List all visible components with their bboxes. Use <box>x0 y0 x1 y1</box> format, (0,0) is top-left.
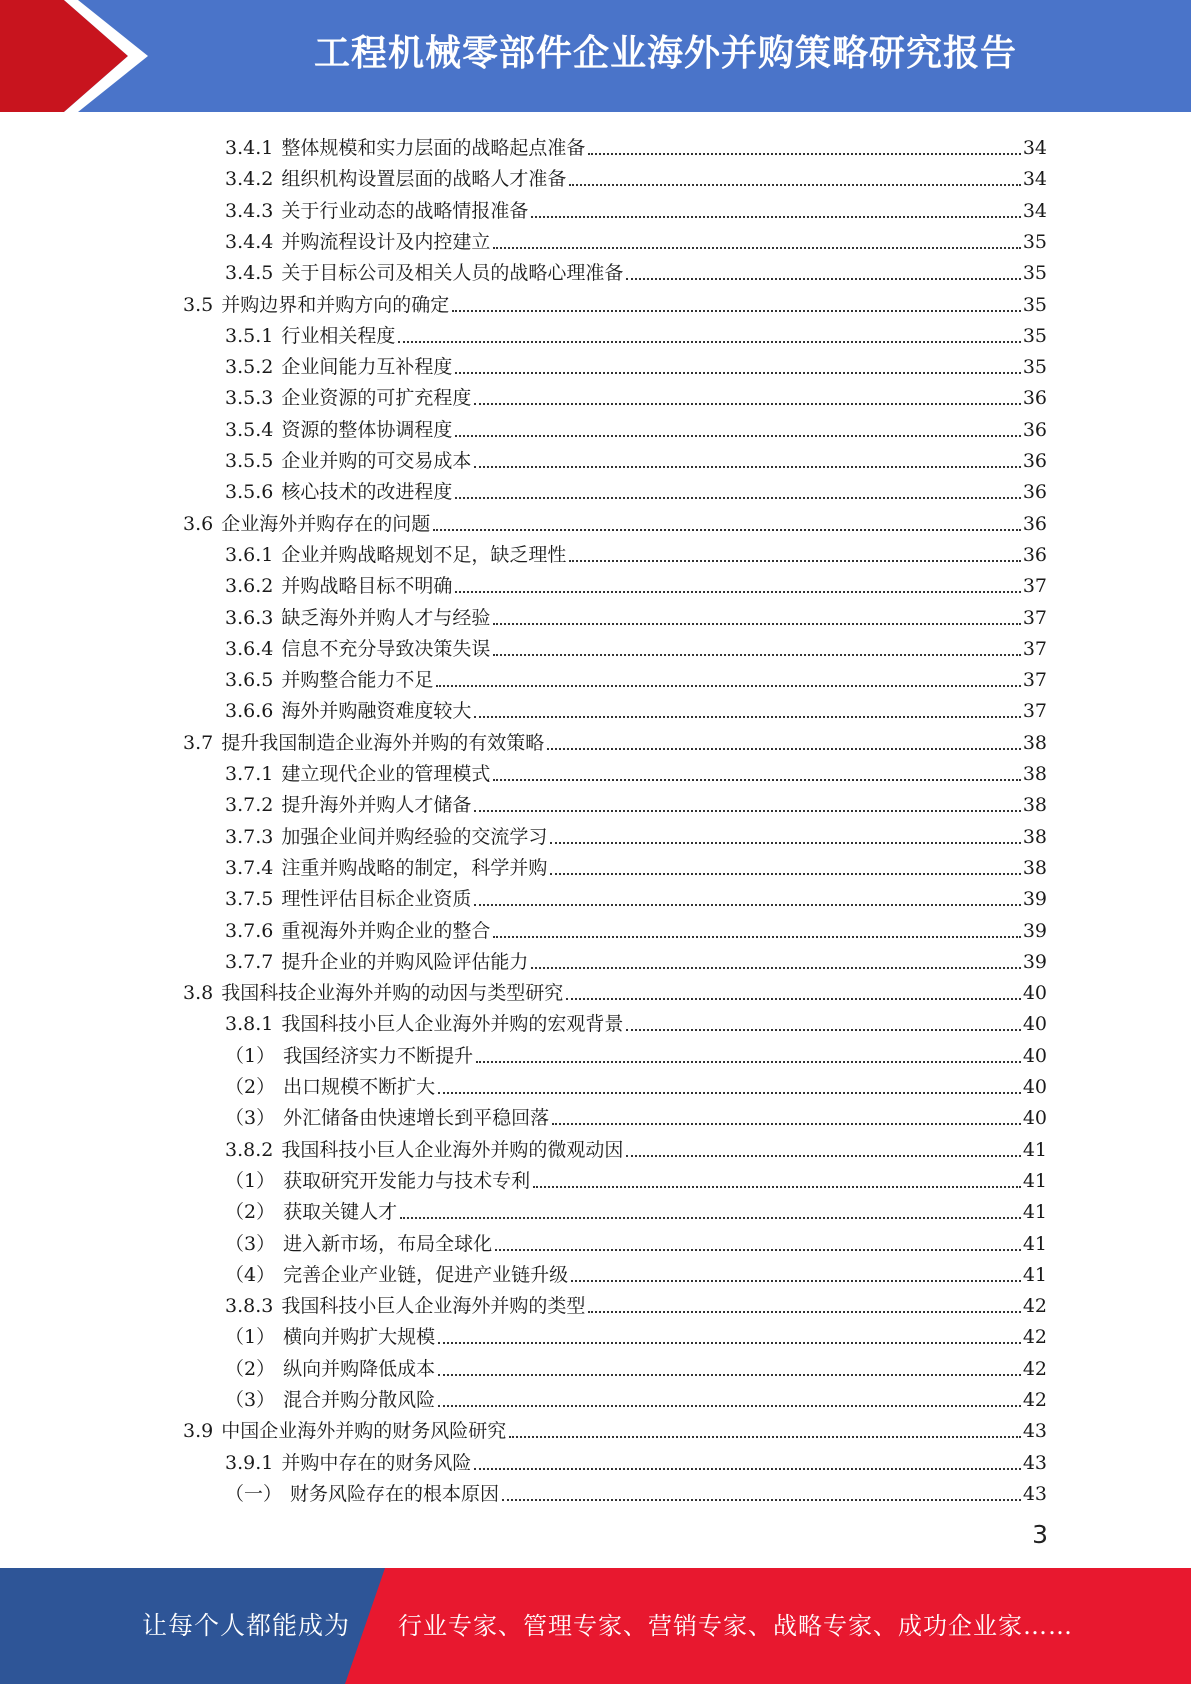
header-banner <box>0 0 1191 112</box>
toc-entry-title: 重视海外并购企业的整合 <box>281 919 491 942</box>
toc-entry-title: 企业间能力互补程度 <box>281 356 453 379</box>
toc-entry-title: 缺乏海外并购人才与经验 <box>281 606 491 629</box>
toc-entry-title: 获取关键人才 <box>283 1201 398 1224</box>
toc-entry-number: 3.5.2 <box>225 356 274 379</box>
toc-entry-title: 企业并购战略规划不足，缺乏理性 <box>281 543 567 566</box>
toc-entry-page: 35 <box>1022 262 1047 285</box>
toc-entry-title: 并购边界和并购方向的确定 <box>221 293 450 316</box>
toc-entry-title: 加强企业间并购经验的交流学习 <box>281 825 548 848</box>
toc-entry-page: 41 <box>1022 1232 1047 1255</box>
toc-entry-number: 3.7.7 <box>225 950 274 973</box>
toc-entry-title: 行业相关程度 <box>281 324 396 347</box>
toc-entry[interactable] <box>225 1225 1047 1256</box>
toc-entry-number: （2） <box>225 1357 276 1380</box>
toc-entry[interactable] <box>183 286 1047 317</box>
toc-entry-number: 3.6.3 <box>225 606 274 629</box>
toc-dot-leader <box>550 842 1020 844</box>
toc-entry[interactable] <box>225 1287 1047 1318</box>
toc-entry-number: （2） <box>225 1076 276 1098</box>
toc-dot-leader <box>436 685 1020 687</box>
toc-entry-page: 41 <box>1022 1169 1047 1192</box>
toc-entry-page: 43 <box>1022 1451 1047 1474</box>
toc-entry-page: 35 <box>1022 324 1047 347</box>
toc-dot-leader <box>474 403 1020 405</box>
toc-entry[interactable] <box>225 129 1047 160</box>
toc-entry[interactable] <box>225 786 1047 817</box>
toc-dot-leader <box>474 716 1020 718</box>
toc-dot-leader <box>626 1029 1020 1031</box>
toc-entry[interactable] <box>225 755 1047 786</box>
toc-entry-number: 3.5.4 <box>225 418 274 441</box>
toc-entry-title: 关于行业动态的战略情报准备 <box>281 199 529 222</box>
toc-entry-page: 37 <box>1022 637 1047 660</box>
toc-dot-leader <box>588 153 1020 155</box>
toc-entry-page: 43 <box>1022 1420 1047 1443</box>
toc-dot-leader <box>474 810 1020 812</box>
toc-entry-page: 40 <box>1022 1013 1047 1036</box>
toc-entry[interactable] <box>225 849 1047 880</box>
toc-entry[interactable] <box>225 254 1047 285</box>
toc-entry-title: 提升企业的并购风险评估能力 <box>281 950 529 973</box>
toc-entry[interactable] <box>225 192 1047 223</box>
toc-dot-leader <box>398 341 1020 343</box>
toc-entry-title: 并购流程设计及内控建立 <box>281 230 491 253</box>
footer-expert-list: 行业专家、管理专家、营销专家、战略专家、成功企业家…… <box>398 1612 1073 1640</box>
toc-entry[interactable] <box>225 567 1047 598</box>
footer-slogan: 让每个人都能成为 <box>142 1611 351 1640</box>
toc-entry-page: 37 <box>1022 575 1047 598</box>
toc-entry-number: （1） <box>225 1326 276 1349</box>
toc-entry[interactable] <box>225 1318 1047 1349</box>
toc-entry-title: 我国科技小巨人企业海外并购的宏观背景 <box>281 1013 624 1036</box>
toc-entry[interactable] <box>225 473 1047 504</box>
toc-entry-number: 3.5.3 <box>225 387 274 410</box>
toc-entry-page: 39 <box>1022 919 1047 942</box>
toc-entry-page: 37 <box>1022 669 1047 692</box>
toc-entry-page: 41 <box>1022 1201 1047 1224</box>
toc-entry-title: 财务风险存在的根本原因 <box>290 1482 500 1505</box>
toc-entry-number: 3.5.5 <box>225 450 274 472</box>
toc-entry-page: 38 <box>1022 825 1047 848</box>
toc-dot-leader <box>626 1155 1020 1157</box>
toc-dot-leader <box>400 1217 1021 1219</box>
toc-entry[interactable] <box>225 1099 1047 1130</box>
toc-entry-page: 36 <box>1022 387 1047 410</box>
toc-entry-title: 并购战略目标不明确 <box>281 575 453 598</box>
toc-entry[interactable] <box>225 379 1047 410</box>
toc-entry-page: 37 <box>1022 606 1047 629</box>
toc-entry-number: 3.8.1 <box>225 1013 274 1036</box>
toc-entry-number: 3.6.6 <box>225 700 274 723</box>
toc-dot-leader <box>495 1249 1021 1251</box>
toc-entry-title: 提升海外并购人才储备 <box>281 794 472 817</box>
toc-entry-title: 混合并购分散风险 <box>283 1389 436 1411</box>
toc-dot-leader <box>531 216 1020 218</box>
toc-entry-number: 3.4.3 <box>225 199 274 222</box>
toc-entry-number: 3.4.2 <box>225 168 274 191</box>
toc-entry-page: 41 <box>1022 1263 1047 1286</box>
toc-dot-leader <box>438 1092 1021 1094</box>
toc-entry-number: 3.7.6 <box>225 919 274 942</box>
toc-entry-number: 3.6.4 <box>225 637 274 660</box>
toc-entry-title: 完善企业产业链，促进产业链升级 <box>283 1263 569 1286</box>
toc-entry-title: 我国科技小巨人企业海外并购的微观动因 <box>281 1138 624 1161</box>
toc-entry-page: 42 <box>1022 1389 1047 1411</box>
toc-entry-page: 34 <box>1022 168 1047 191</box>
toc-entry-number: 3.8 <box>183 982 214 1005</box>
toc-dot-leader <box>474 904 1020 906</box>
toc-entry-title: 外汇储备由快速增长到平稳回落 <box>283 1107 550 1130</box>
toc-dot-leader <box>455 435 1020 437</box>
toc-entry[interactable] <box>225 1350 1047 1381</box>
toc-dot-leader <box>438 1374 1021 1376</box>
toc-dot-leader <box>502 1499 1021 1501</box>
toc-entry-page: 34 <box>1022 137 1047 159</box>
toc-entry-page: 37 <box>1022 700 1047 723</box>
toc-entry-page: 42 <box>1022 1326 1047 1349</box>
toc-entry[interactable] <box>225 818 1047 849</box>
toc-entry-page: 36 <box>1022 418 1047 441</box>
toc-entry[interactable] <box>225 223 1047 254</box>
toc-entry-title: 注重并购战略的制定，科学并购 <box>281 856 548 879</box>
toc-dot-leader <box>626 278 1020 280</box>
toc-entry-title: 纵向并购降低成本 <box>283 1357 436 1380</box>
toc-dot-leader <box>452 310 1021 312</box>
toc-entry[interactable] <box>225 1475 1047 1506</box>
toc-dot-leader <box>533 1186 1021 1188</box>
toc-entry-number: （4） <box>225 1263 276 1286</box>
toc-dot-leader <box>455 591 1020 593</box>
toc-entry-title: 我国经济实力不断提升 <box>283 1044 474 1067</box>
toc-entry[interactable] <box>225 1068 1047 1099</box>
toc-entry[interactable] <box>225 1193 1047 1224</box>
toc-entry-title: 核心技术的改进程度 <box>281 481 453 504</box>
toc-entry-number: 3.7.3 <box>225 825 274 848</box>
toc-dot-leader <box>547 748 1021 750</box>
toc-entry-number: （3） <box>225 1107 276 1130</box>
toc-entry[interactable] <box>225 1256 1047 1287</box>
toc-entry-number: 3.5.1 <box>225 324 274 347</box>
toc-dot-leader <box>476 1061 1021 1063</box>
toc-entry-number: 3.9 <box>183 1420 214 1443</box>
toc-dot-leader <box>493 936 1020 938</box>
toc-entry-page: 35 <box>1022 230 1047 253</box>
toc-entry-title: 企业资源的可扩充程度 <box>281 387 472 410</box>
toc-entry[interactable] <box>225 1162 1047 1193</box>
toc-entry[interactable] <box>225 880 1047 911</box>
toc-entry[interactable] <box>225 1381 1047 1412</box>
toc-dot-leader <box>474 1468 1020 1470</box>
toc-entry-number: 3.6.1 <box>225 543 274 566</box>
toc-dot-leader <box>509 1436 1021 1438</box>
toc-entry-title: 横向并购扩大规模 <box>283 1326 436 1349</box>
toc-entry-title: 整体规模和实力层面的战略起点准备 <box>281 137 586 159</box>
toc-entry-number: （一） <box>225 1482 283 1505</box>
toc-entry[interactable] <box>225 943 1047 974</box>
toc-entry-number: （2） <box>225 1201 276 1224</box>
toc-entry-number: 3.7.2 <box>225 794 274 817</box>
toc-entry-number: 3.7.4 <box>225 856 274 879</box>
toc-entry[interactable] <box>183 974 1047 1005</box>
toc-entry-title: 获取研究开发能力与技术专利 <box>283 1169 531 1192</box>
toc-entry-page: 40 <box>1022 1044 1047 1067</box>
toc-dot-leader <box>566 998 1021 1000</box>
toc-entry[interactable] <box>225 1005 1047 1036</box>
toc-dot-leader <box>438 1405 1021 1407</box>
toc-entry[interactable] <box>183 505 1047 536</box>
toc-entry-title: 我国科技小巨人企业海外并购的类型 <box>281 1295 586 1318</box>
toc-entry-title: 出口规模不断扩大 <box>283 1076 436 1098</box>
toc-entry-page: 40 <box>1022 1076 1047 1098</box>
toc-entry-page: 35 <box>1022 293 1047 316</box>
toc-entry-number: 3.5.6 <box>225 481 274 504</box>
toc-entry-number: 3.9.1 <box>225 1451 274 1474</box>
toc-entry-title: 进入新市场，布局全球化 <box>283 1232 493 1255</box>
toc-entry-title: 企业并购的可交易成本 <box>281 450 472 472</box>
toc-entry-number: （3） <box>225 1389 276 1411</box>
toc-entry[interactable] <box>225 661 1047 692</box>
toc-entry-title: 我国科技企业海外并购的动因与类型研究 <box>221 982 564 1005</box>
toc-dot-leader <box>474 466 1020 468</box>
toc-entry-page: 35 <box>1022 356 1047 379</box>
toc-entry[interactable] <box>225 348 1047 379</box>
toc-entry-page: 42 <box>1022 1357 1047 1380</box>
toc-entry-title: 并购中存在的财务风险 <box>281 1451 472 1474</box>
toc-entry-number: 3.4.5 <box>225 262 274 285</box>
toc-entry-number: 3.7.1 <box>225 763 274 785</box>
toc-entry-number: 3.8.3 <box>225 1295 274 1318</box>
toc-entry[interactable] <box>225 317 1047 348</box>
toc-entry-number: 3.5 <box>183 293 214 316</box>
toc-dot-leader <box>569 184 1020 186</box>
toc-dot-leader <box>493 247 1020 249</box>
toc-entry-title: 提升我国制造企业海外并购的有效策略 <box>221 731 545 754</box>
toc-entry-number: 3.7 <box>183 731 214 754</box>
toc-entry-title: 组织机构设置层面的战略人才准备 <box>281 168 567 191</box>
toc-entry-page: 39 <box>1022 950 1047 973</box>
toc-dot-leader <box>455 372 1020 374</box>
toc-entry-page: 40 <box>1022 982 1047 1005</box>
toc-dot-leader <box>588 1311 1020 1313</box>
toc-entry-page: 34 <box>1022 199 1047 222</box>
toc-dot-leader <box>569 560 1020 562</box>
report-title: 工程机械零部件企业海外并购策略研究报告 <box>313 33 1017 74</box>
footer-banner <box>0 1568 1191 1684</box>
toc-dot-leader <box>433 529 1021 531</box>
toc-entry[interactable] <box>225 1444 1047 1475</box>
toc-entry-page: 36 <box>1022 481 1047 504</box>
toc-entry[interactable] <box>225 411 1047 442</box>
toc-dot-leader <box>552 1123 1021 1125</box>
toc-entry[interactable] <box>225 692 1047 723</box>
toc-entry-page: 41 <box>1022 1138 1047 1161</box>
toc-entry-number: 3.6.5 <box>225 669 274 692</box>
toc-entry[interactable] <box>225 160 1047 191</box>
toc-entry[interactable] <box>225 912 1047 943</box>
toc-entry[interactable] <box>225 442 1047 473</box>
toc-entry-page: 38 <box>1022 731 1047 754</box>
toc-entry-number: 3.8.2 <box>225 1138 274 1161</box>
toc-entry-page: 38 <box>1022 763 1047 785</box>
toc-entry-number: 3.4.4 <box>225 230 274 253</box>
toc-entry[interactable] <box>225 1131 1047 1162</box>
toc-entry-number: 3.6.2 <box>225 575 274 598</box>
toc-dot-leader <box>438 1342 1021 1344</box>
toc-entry[interactable] <box>225 630 1047 661</box>
toc-entry-number: （3） <box>225 1232 276 1255</box>
toc-entry[interactable] <box>183 724 1047 755</box>
toc-entry-page: 36 <box>1022 543 1047 566</box>
toc-entry-title: 资源的整体协调程度 <box>281 418 453 441</box>
toc-entry-page: 38 <box>1022 794 1047 817</box>
toc-entry-number: （1） <box>225 1044 276 1067</box>
toc-entry-title: 关于目标公司及相关人员的战略心理准备 <box>281 262 624 285</box>
toc-entry-page: 38 <box>1022 856 1047 879</box>
toc-dot-leader <box>571 1280 1021 1282</box>
toc-entry-title: 中国企业海外并购的财务风险研究 <box>221 1420 507 1443</box>
toc-dot-leader <box>493 779 1020 781</box>
toc-entry-page: 42 <box>1022 1295 1047 1318</box>
toc-entry-page: 39 <box>1022 888 1047 911</box>
toc-entry-title: 海外并购融资难度较大 <box>281 700 472 723</box>
toc-entry-title: 建立现代企业的管理模式 <box>281 763 491 785</box>
toc-entry[interactable] <box>225 1037 1047 1068</box>
toc-entry-page: 36 <box>1022 450 1047 472</box>
toc-entry-number: （1） <box>225 1169 276 1192</box>
toc-dot-leader <box>493 654 1020 656</box>
toc-entry-page: 43 <box>1022 1482 1047 1505</box>
toc-entry[interactable] <box>225 599 1047 630</box>
page-number: 3 <box>1032 1520 1048 1549</box>
toc-entry-page: 36 <box>1022 512 1047 535</box>
toc-dot-leader <box>493 623 1020 625</box>
toc-entry-title: 信息不充分导致决策失误 <box>281 637 491 660</box>
toc-entry-title: 企业海外并购存在的问题 <box>221 512 431 535</box>
toc-entry-number: 3.7.5 <box>225 888 274 911</box>
toc-dot-leader <box>531 967 1020 969</box>
toc-entry-number: 3.4.1 <box>225 137 274 159</box>
toc-entry-number: 3.6 <box>183 512 214 535</box>
toc-entry-title: 理性评估目标企业资质 <box>281 888 472 911</box>
toc-dot-leader <box>455 497 1020 499</box>
toc-entry[interactable] <box>183 1412 1047 1443</box>
toc-entry[interactable] <box>225 536 1047 567</box>
toc-dot-leader <box>550 873 1020 875</box>
toc-entry-page: 40 <box>1022 1107 1047 1130</box>
toc-entry-title: 并购整合能力不足 <box>281 669 434 692</box>
